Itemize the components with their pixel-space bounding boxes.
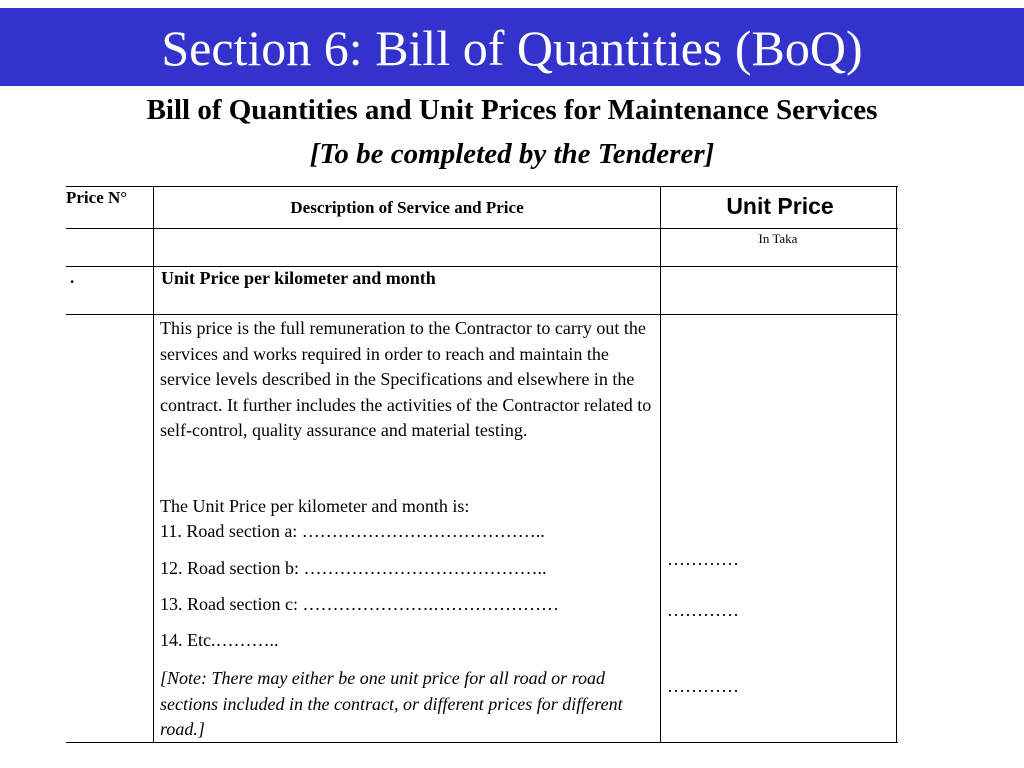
price-placeholder-3: …………: [667, 676, 739, 696]
table-border-row1: [66, 228, 898, 229]
item-road-section-c: 13. Road section c: ………………….…………………: [160, 594, 559, 614]
table-border-right: [896, 186, 897, 743]
slide-title: Section 6: Bill of Quantities (BoQ): [161, 20, 863, 76]
document-heading: Bill of Quantities and Unit Prices for Maintenance Services: [146, 94, 878, 126]
table-border-top: [66, 186, 898, 187]
item-etc: 14. Etc.………..: [160, 630, 279, 650]
price-placeholder-1: …………: [667, 549, 739, 569]
row-marker: .: [70, 268, 75, 287]
price-placeholder-2: …………: [667, 600, 739, 620]
table-col-divider-2: [660, 186, 661, 743]
row-title: Unit Price per kilometer and month: [161, 268, 436, 288]
currency-note: In Taka: [758, 231, 798, 246]
body-paragraph: This price is the full remuneration to the Contractor to carry out the services and works required in order to reach and maintain the service levels described in the Specifications and elsewhere in the contract. It further includes the activities of the Contractor related to self-control, quality assurance and material testing.: [160, 318, 652, 440]
table-col-divider-1: [153, 186, 154, 743]
header-description: Description of Service and Price: [290, 198, 524, 217]
note-text: [Note: There may either be one unit price for all road or road sections included in the contract, or different prices for different road.]: [160, 668, 623, 739]
header-price-no: Price N°: [66, 188, 128, 207]
intro-line: The Unit Price per kilometer and month is:: [160, 496, 470, 516]
document-subheading: [To be completed by the Tenderer]: [309, 138, 715, 170]
header-unit-price: Unit Price: [726, 193, 834, 219]
item-road-section-b: 12. Road section b: …………………………………..: [160, 558, 547, 578]
table-border-row2: [66, 266, 898, 267]
table-border-row3: [66, 314, 898, 315]
item-road-section-a: 11. Road section a: …………………………………..: [160, 521, 545, 541]
